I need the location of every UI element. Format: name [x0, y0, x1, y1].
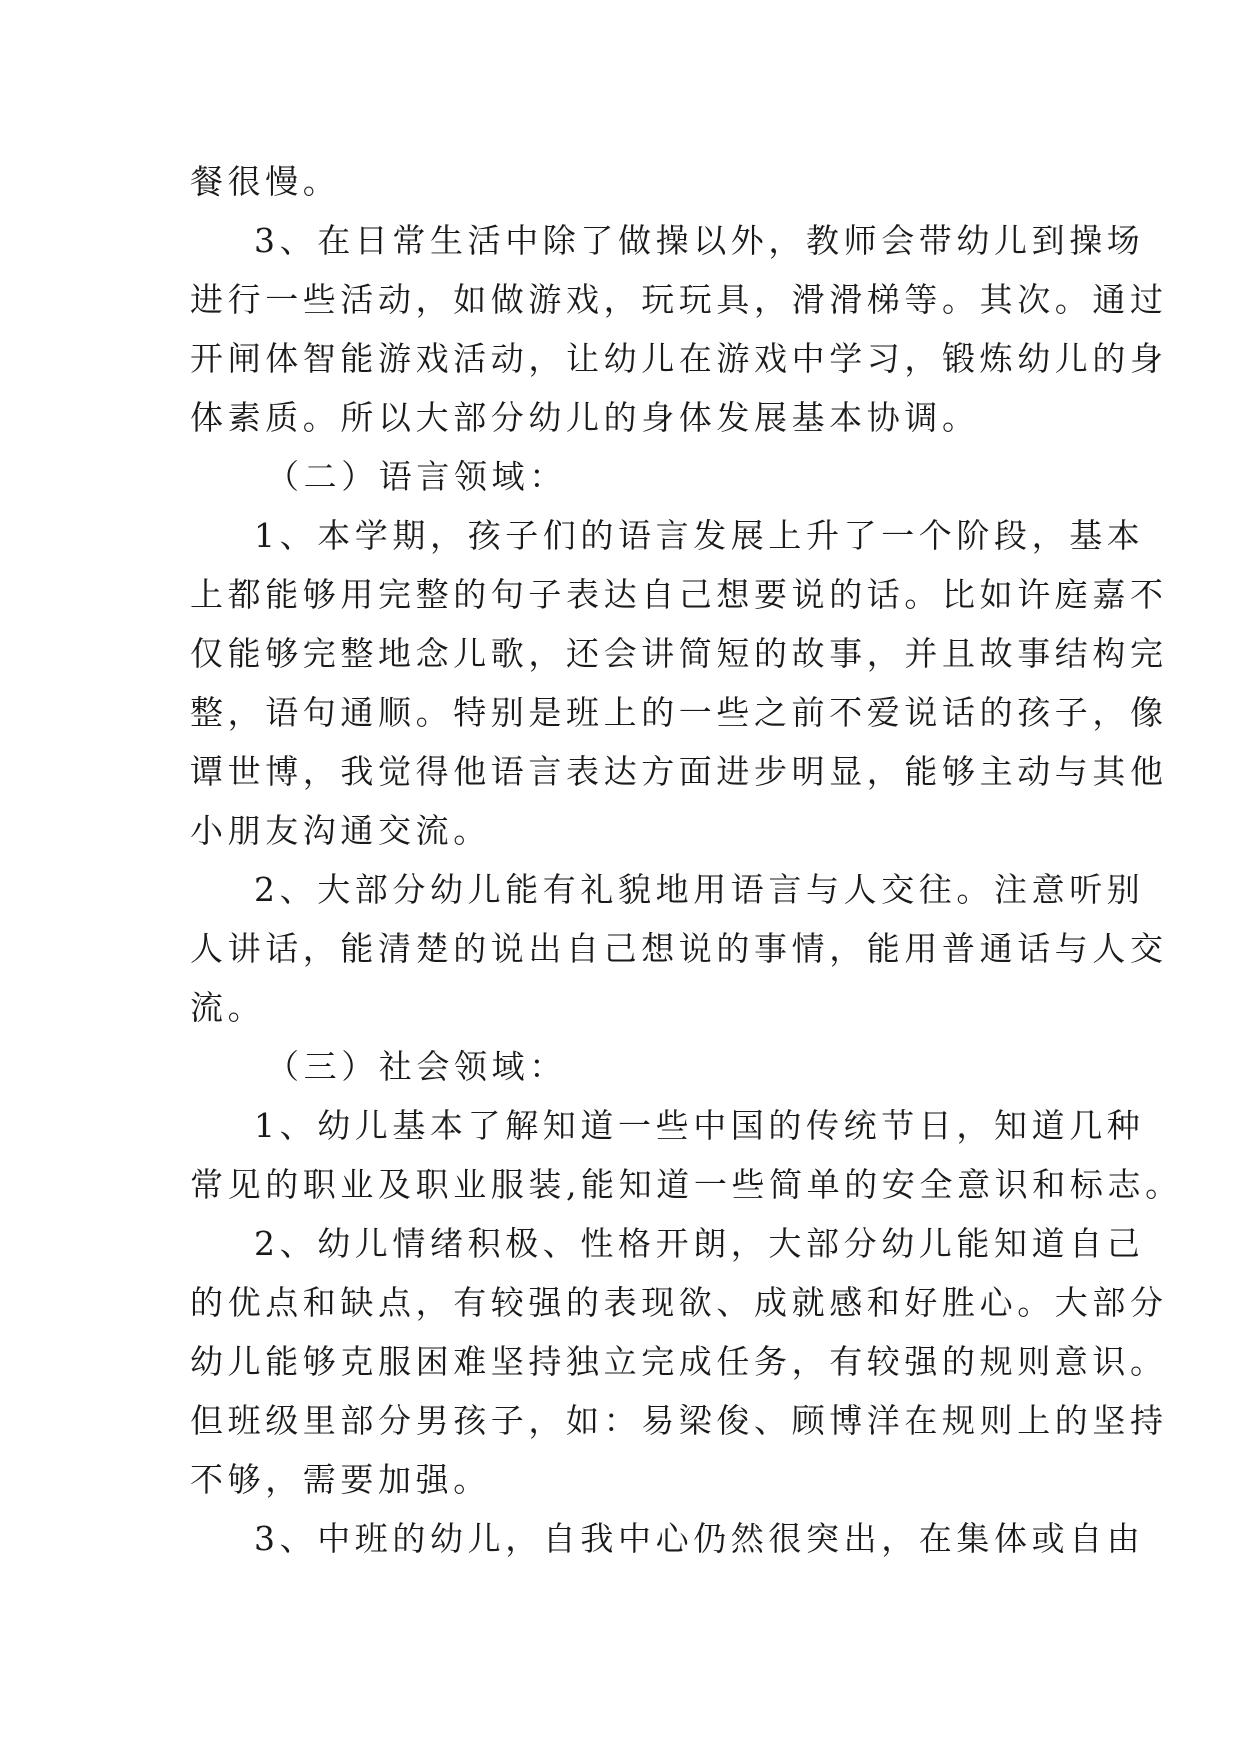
text-line: 体素质。所以大部分幼儿的身体发展基本协调。	[190, 398, 980, 437]
text-line: 但班级里部分男孩子，如：易梁俊、顾博洋在规则上的坚持	[190, 1401, 1168, 1440]
section-heading-social: （三）社会领域：	[266, 1047, 567, 1086]
paragraph-start: 3、在日常生活中除了做操以外，教师会带幼儿到操场	[254, 221, 1145, 260]
paragraph-start: 1、幼儿基本了解知道一些中国的传统节日，知道几种	[254, 1106, 1145, 1145]
text-line: 整，语句通顺。特别是班上的一些之前不爱说话的孩子，像	[190, 693, 1168, 732]
text-line: 上都能够用完整的句子表达自己想要说的话。比如许庭嘉不	[190, 575, 1168, 614]
text-line: 的优点和缺点，有较强的表现欲、成就感和好胜心。大部分	[190, 1283, 1168, 1322]
text-line: 常见的职业及职业服装,能知道一些简单的安全意识和标志。	[190, 1165, 1183, 1204]
paragraph-start: 2、大部分幼儿能有礼貌地用语言与人交往。注意听别	[254, 870, 1145, 909]
document-body	[190, 152, 1183, 1568]
text-line: 不够，需要加强。	[190, 1460, 491, 1499]
text-line: 谭世博，我觉得他语言表达方面进步明显，能够主动与其他	[190, 752, 1168, 791]
text-line: 仅能够完整地念儿歌，还会讲简短的故事，并且故事结构完	[190, 634, 1168, 673]
text-line: 进行一些活动，如做游戏，玩玩具，滑滑梯等。其次。通过	[190, 280, 1168, 319]
text-line: 流。	[190, 988, 266, 1027]
text-line: 餐很慢。	[190, 162, 341, 201]
section-heading-language: （二）语言领域：	[266, 457, 567, 496]
text-line: 小朋友沟通交流。	[190, 811, 491, 850]
paragraph-start: 2、幼儿情绪积极、性格开朗，大部分幼儿能知道自己	[254, 1224, 1145, 1263]
text-line: 幼儿能够克服困难坚持独立完成任务，有较强的规则意识。	[190, 1342, 1168, 1381]
paragraph-start: 3、中班的幼儿，自我中心仍然很突出，在集体或自由	[254, 1519, 1145, 1558]
paragraph-start: 1、本学期，孩子们的语言发展上升了一个阶段，基本	[254, 516, 1145, 555]
text-line: 人讲话，能清楚的说出自己想说的事情，能用普通话与人交	[190, 929, 1168, 968]
text-line: 开闸体智能游戏活动，让幼儿在游戏中学习，锻炼幼儿的身	[190, 339, 1168, 378]
